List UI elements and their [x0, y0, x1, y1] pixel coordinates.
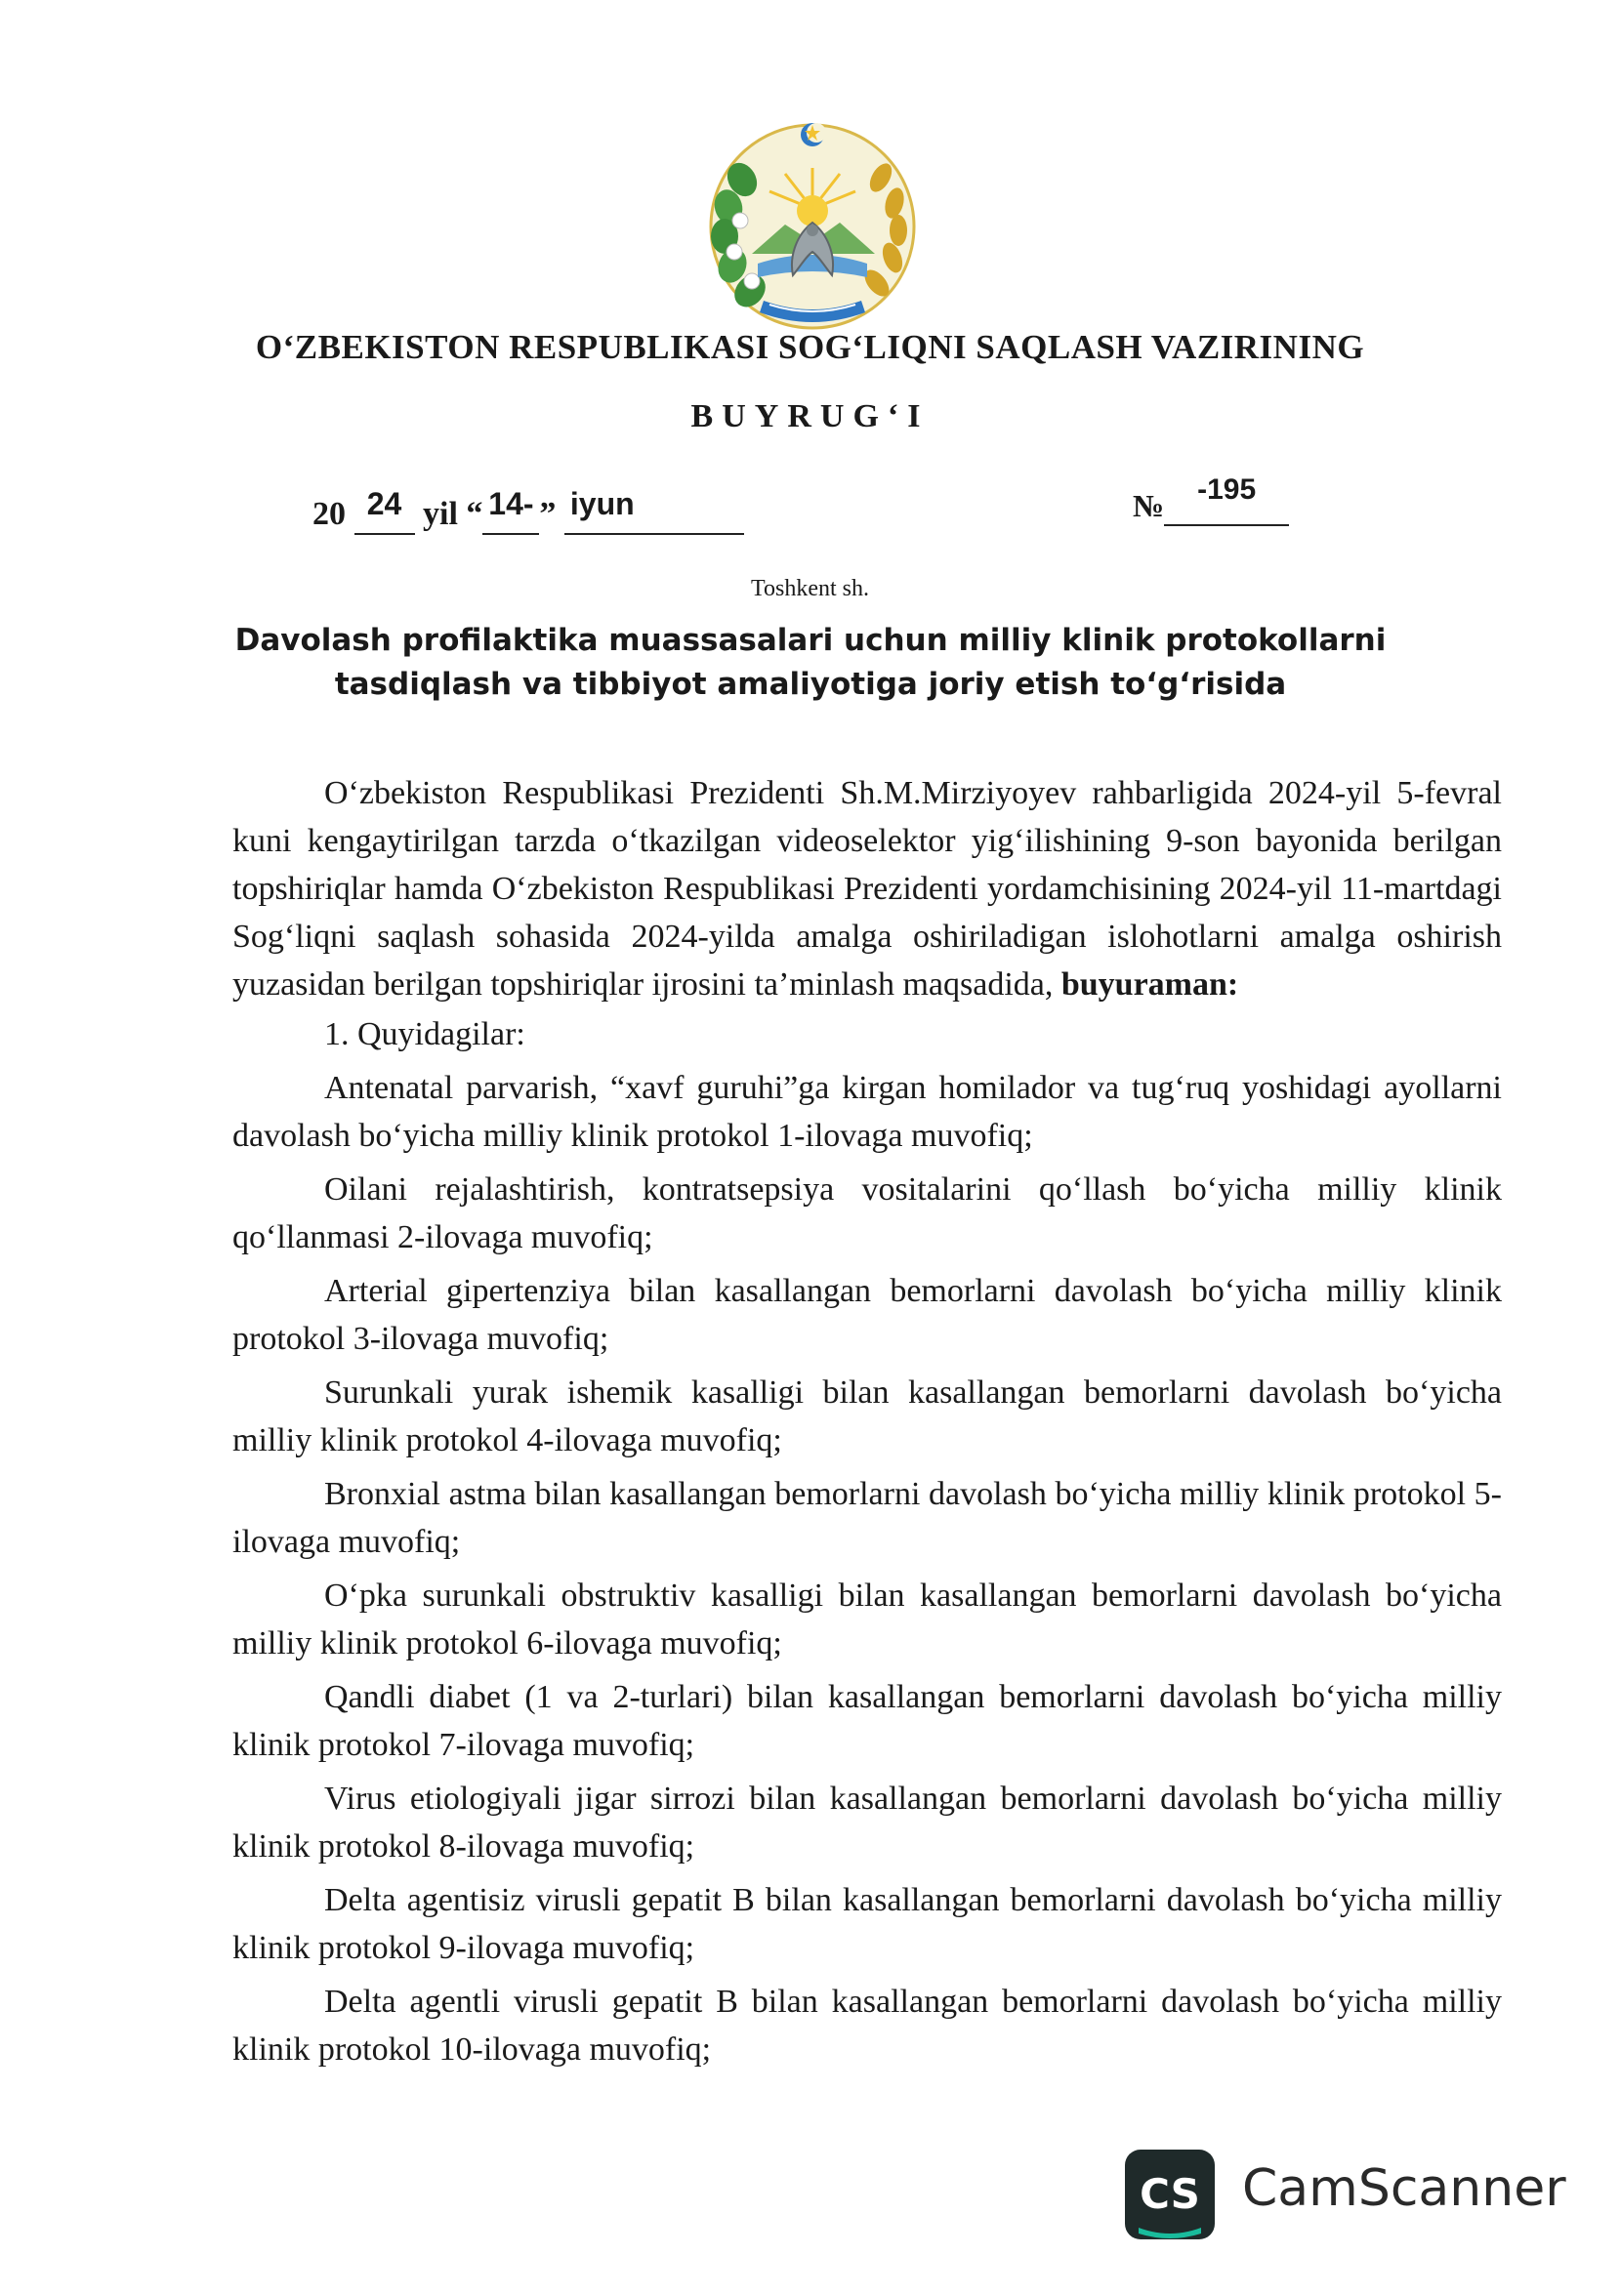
list-item: Qandli diabet (1 va 2-turlari) bilan kasallangan bemorlarni davolash bo‘yicha milliy klinik protokol 7-ilovaga muvofiq; [232, 1679, 1502, 1763]
camscanner-badge-text: CS [1140, 2170, 1200, 2218]
day-handwritten: 14- [488, 486, 534, 521]
ministry-title: O‘ZBEKISTON RESPUBLIKASI SOG‘LIQNI SAQLASH VAZIRINING [255, 328, 1365, 366]
list-item: Arterial gipertenziya bilan kasallangan bemorlarni davolash bo‘yicha milliy klinik protokol 3-ilovaga muvofiq; [232, 1273, 1502, 1357]
document-title [225, 619, 1396, 707]
intro-paragraph [232, 769, 1502, 1008]
yil-label: yil [423, 496, 458, 532]
year-prefix: 20 [312, 496, 346, 532]
list-item: Bronxial astma bilan kasallangan bemorlarni davolash bo‘yicha milliy klinik protokol 5-ilovaga muvofiq; [232, 1476, 1502, 1560]
number-handwritten: -195 [1197, 473, 1257, 506]
year-handwritten: 24 [366, 486, 402, 521]
list-item: Surunkali yurak ishemik kasalligi bilan kasallangan bemorlarni davolash bo‘yicha milliy klinik protokol 4-ilovaga muvofiq; [232, 1374, 1502, 1458]
intro-text: O‘zbekiston Respublikasi Prezidenti Sh.M.Mirziyoyev rahbarligida 2024-yil 5-fevral kuni kengaytirilgan tarzda o‘tkazilgan videoselektor yig‘ilishining 9-son bayonida berilgan topshiriqlar hamda O‘zbekiston Respublikasi Prezidenti yordamchisining 2024-yil 11-martdagi Sog‘liqni saqlash sohasida 2024-yilda amalga oshiriladigan islohotlarni amalga oshirish yuzasidan berilgan topshiriqlar ijrosini ta’minlash maqsadida, [232, 775, 1502, 1003]
number-sign: № [1133, 488, 1165, 523]
document-body [232, 769, 1502, 2073]
close-quote: ” [539, 496, 557, 532]
order-number [1133, 473, 1289, 526]
list-item: Delta agentisiz virusli gepatit B bilan kasallangan bemorlarni davolash bo‘yicha milliy klinik protokol 9-ilovaga muvofiq; [232, 1882, 1502, 1966]
month-handwritten: iyun [569, 486, 635, 521]
open-quote: “ [466, 496, 483, 532]
document-title-line: tasdiqlash va tibbiyot amaliyotiga joriy etish to‘g‘risida [334, 667, 1287, 702]
camscanner-brand: CamScanner [1242, 2159, 1566, 2218]
list-item: Delta agentli virusli gepatit B bilan kasallangan bemorlarni davolash bo‘yicha milliy klinik protokol 10-ilovaga muvofiq; [232, 1984, 1502, 2068]
city-label: Toshkent sh. [751, 576, 869, 601]
list-item: Oilani rejalashtirish, kontratsepsiya vositalarini qo‘llash bo‘yicha milliy klinik qo‘llanmasi 2-ilovaga muvofiq; [232, 1171, 1502, 1255]
state-emblem-icon [695, 109, 930, 336]
document-title-line: Davolash profilaktika muassasalari uchun milliy klinik protokollarni [234, 623, 1387, 658]
camscanner-logo-icon [1125, 2150, 1215, 2239]
point-1: 1. Quyidagilar: [324, 1016, 525, 1052]
order-title: BUYRUG‘I [690, 398, 930, 434]
order-date [312, 486, 744, 535]
intro-emphasis: buyuraman: [1060, 966, 1239, 1003]
list-item: O‘pka surunkali obstruktiv kasalligi bilan kasallangan bemorlarni davolash bo‘yicha milliy klinik protokol 6-ilovaga muvofiq; [232, 1578, 1502, 1661]
list-item: Virus etiologiyali jigar sirrozi bilan kasallangan bemorlarni davolash bo‘yicha milliy klinik protokol 8-ilovaga muvofiq; [232, 1781, 1502, 1865]
list-item: Antenatal parvarish, “xavf guruhi”ga kirgan homilador va tug‘ruq yoshidagi ayollarni davolash bo‘yicha milliy klinik protokol 1-ilovaga muvofiq; [232, 1070, 1502, 1154]
